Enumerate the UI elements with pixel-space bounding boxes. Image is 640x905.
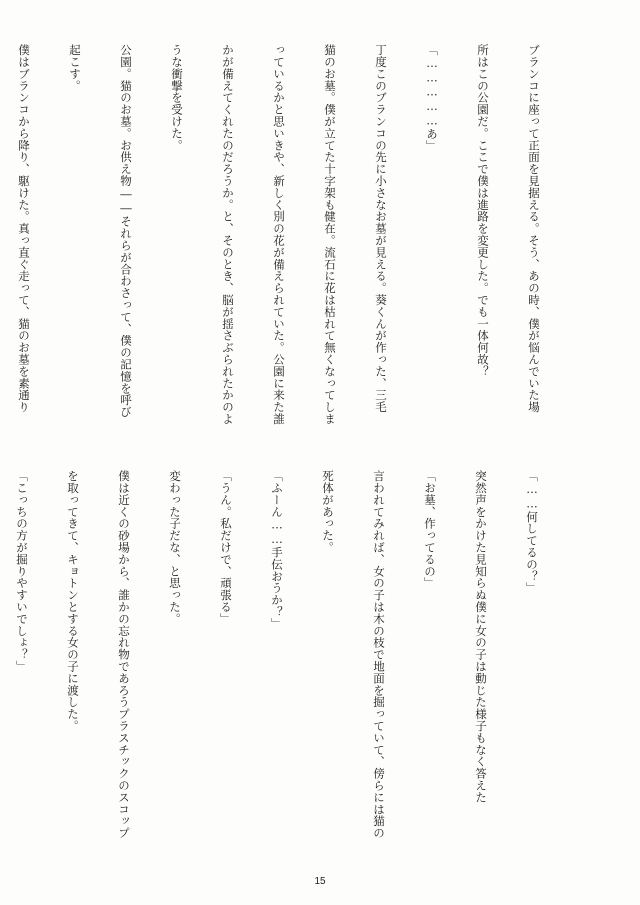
text-line: 所はこの公園だ。ここで僕は進路を変更した。でも一体何故？ — [476, 44, 490, 378]
text-line: 「お墓、作ってるの」 — [423, 470, 437, 589]
text-line: 「こっちの方が掘りやすいでしょ？」 — [15, 470, 29, 673]
text-line: 僕は近くの砂場から、誰かの忘れ物であろうプラスチックのスコップ — [117, 470, 131, 839]
text-line: 公園。猫のお墓。お供え物――それらが合わさって、僕の記憶を呼び — [119, 44, 133, 418]
text-line: 「うん。私だけで、頑張る」 — [219, 470, 233, 625]
text-line: っているかと思いきや、新しく別の花が備えられていた。公園に来た誰 — [272, 44, 286, 425]
text-line: 突然声をかけた見知らぬ僕に女の子は動じた様子もなく答えた — [474, 470, 488, 804]
text-line: かが備えてくれたのだろうか。と、そのとき、脳が揺さぶられたかのよ — [221, 44, 235, 425]
lower-text-block — [15, 470, 574, 865]
text-line: うな衝撃を受けた。 — [170, 44, 184, 152]
text-line: 死体があった。 — [321, 470, 335, 554]
text-line: 「……何してるの？」 — [525, 470, 539, 594]
text-line: ブランコに座って正面を見据える。そう、あの時、僕が悩んでいた場 — [527, 44, 541, 413]
text-line: 起こす。 — [68, 44, 82, 92]
page-number: 15 — [314, 876, 326, 887]
text-line: 僕はブランコから降り、駆けた。真っ直ぐ走って、猫のお墓を素通り — [17, 44, 31, 413]
text-line: を取ってきて、キョトンとする女の子に渡した。 — [66, 470, 80, 732]
text-line: 変わった子だな、と思った。 — [168, 470, 182, 625]
text-line: 「……………あ」 — [425, 44, 439, 152]
text-line: 「ふーん……手伝おうか？」 — [270, 470, 284, 630]
text-line: 猫のお墓。僕が立てた十字架も健在。流石に花は枯れて無くなってしま — [323, 44, 337, 425]
text-line: 言われてみれば、女の子は木の枝で地面を掘っていて、傍らには猫の — [372, 470, 386, 839]
text-line: 丁度このブランコの先に小さなお墓が見える。葵くんが作った、三毛 — [374, 44, 388, 413]
upper-text-block — [17, 44, 576, 449]
